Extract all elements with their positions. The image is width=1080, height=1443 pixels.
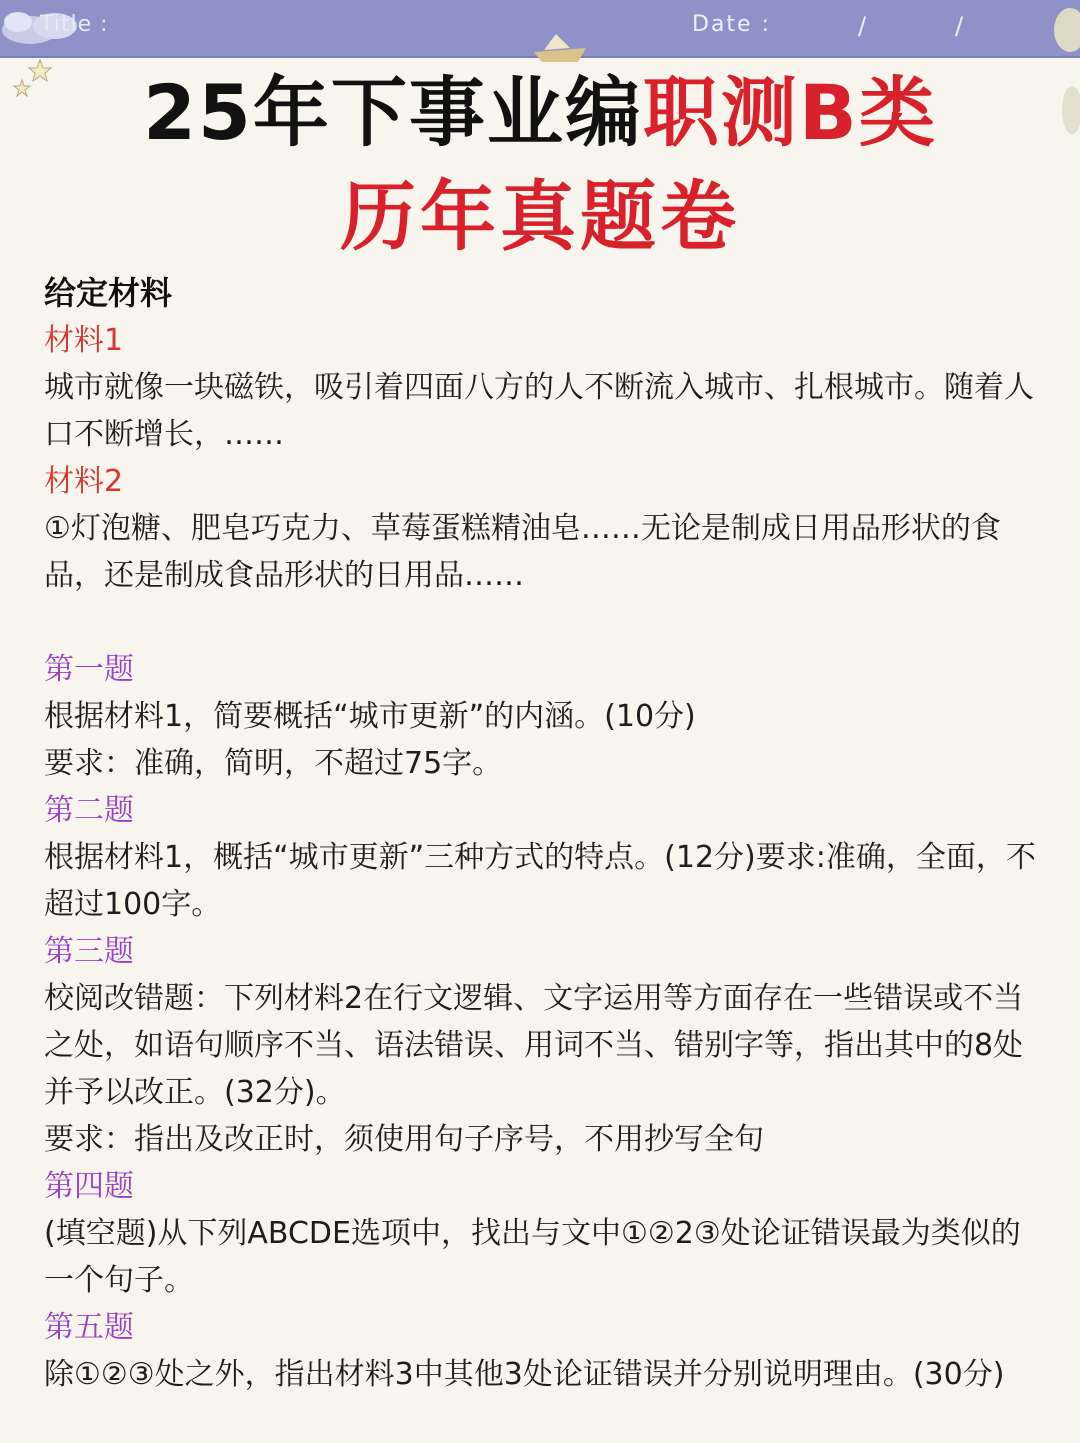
date-label: Date : [692,12,771,37]
question-label: 第五题 [44,1310,134,1345]
material-heading: 给定材料 [44,274,173,312]
title-label: Title : [40,12,109,37]
title-red: 职测B类 [642,68,937,157]
page-title [0,68,1080,158]
material-text: ①灯泡糖、肥皂巧克力、草莓蛋糕精油皂……无论是制成日用品形状的食品，还是制成食品形状的日用品…… [44,511,1001,593]
question-label: 第二题 [44,793,134,828]
question-label: 第三题 [44,934,134,969]
question-requirement: 要求：准确，简明，不超过75字。 [44,746,503,781]
page-subtitle: 历年真题卷 [340,172,740,261]
material-text: 城市就像一块磁铁，吸引着四面八方的人不断流入城市、扎根城市。随着人口不断增长，…… [44,370,1034,452]
question-text: 校阅改错题：下列材料2在行文逻辑、文字运用等方面存在一些错误或不当之处，如语句顺序不当、语法错误、用词不当、错别字等，指出其中的8处并予以改正。(32分)。 [44,981,1024,1110]
question-text: 除①②③处之外，指出材料3中其他3处论证错误并分别说明理由。(30分) [44,1357,1005,1392]
document-content [44,270,1044,1398]
spacer [44,599,1044,646]
question-text: (填空题)从下列ABCDE选项中，找出与文中①②2③处论证错误最为类似的一个句子。 [44,1216,1021,1298]
question-requirement: 要求：指出及改正时，须使用句子序号，不用抄写全句 [44,1122,764,1157]
material-label: 材料1 [44,323,124,358]
question-text: 根据材料1，简要概括“城市更新”的内涵。(10分) [44,699,696,734]
date-separator: / [858,12,867,40]
question-label: 第四题 [44,1169,134,1204]
title-black: 25年下事业编 [143,68,643,157]
material-label: 材料2 [44,464,124,499]
date-separator: / [955,12,964,40]
question-label: 第一题 [44,652,134,687]
question-text: 根据材料1，概括“城市更新”三种方式的特点。(12分)要求:准确，全面，不超过100字。 [44,840,1036,922]
boat-icon [530,30,590,64]
